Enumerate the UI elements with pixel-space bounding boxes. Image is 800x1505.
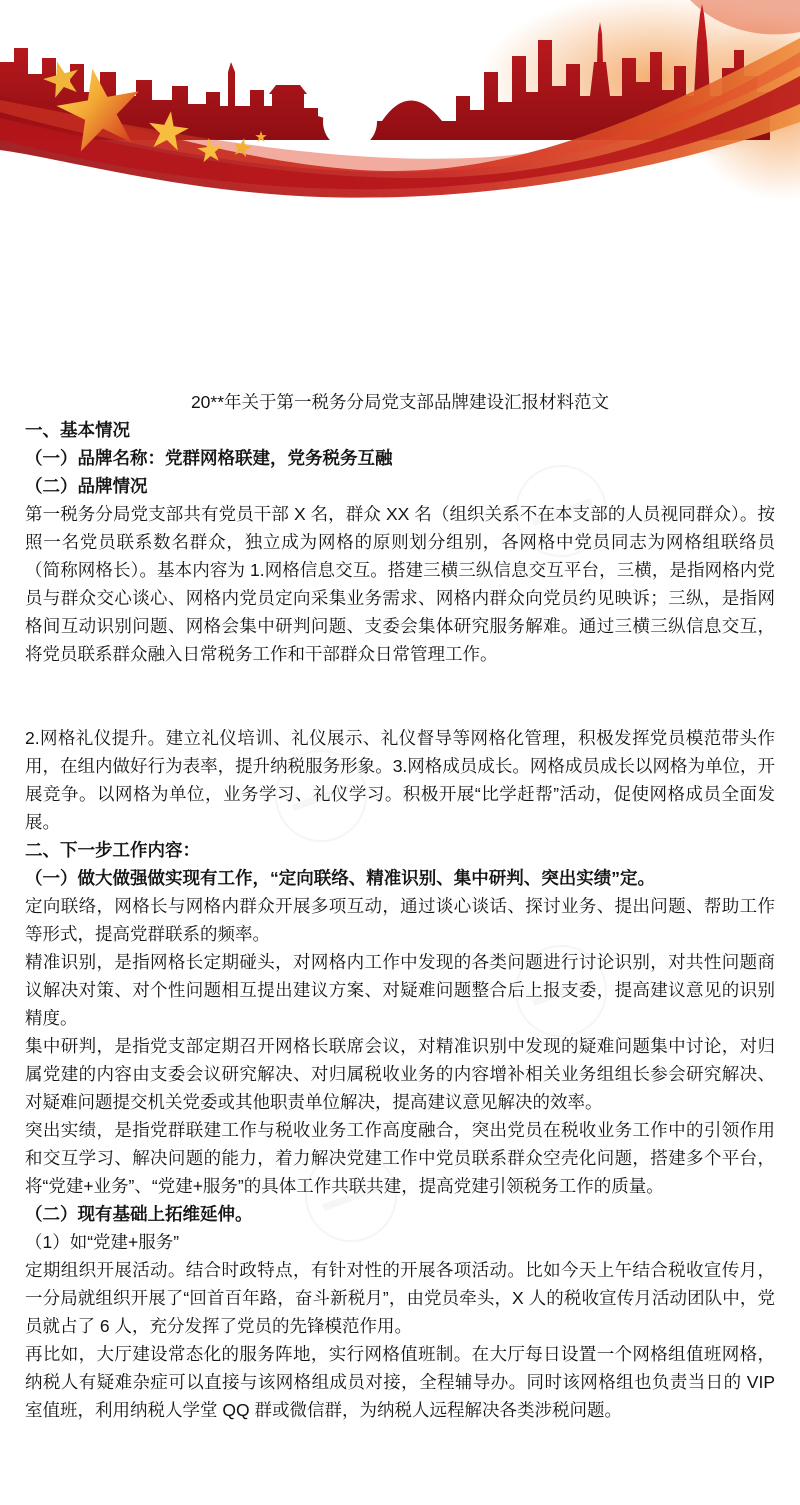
paragraphs xyxy=(25,416,775,1424)
paragraph-heading: 二、下一步工作内容： xyxy=(25,840,200,860)
paragraph-heading: （一）做大做强做实现有工作，“定向联络、精准识别、集中研判、突出实绩”定。 xyxy=(25,868,655,888)
paragraph-spacer xyxy=(25,668,775,724)
paragraph-heading: （一）品牌名称：党群网格联建，党务税务互融 xyxy=(25,448,393,468)
paragraph-body: 定向联络，网格长与网格内群众开展多项互动，通过谈心谈话、探讨业务、提出问题、帮助工作等形式，提高党群联系的频率。 xyxy=(25,896,775,944)
banner-graphic xyxy=(0,0,800,205)
paragraph-heading: 一、基本情况 xyxy=(25,420,130,440)
paragraph-body: 突出实绩，是指党群联建工作与税收业务工作高度融合，突出党员在税收业务工作中的引领作用和交互学习、解决问题的能力，着力解决党建工作中党员联系群众空壳化问题，搭建多个平台，将“党建+业务”、“党建+服务”的具体工作共联共建，提高党建引领税务工作的质量。 xyxy=(25,1120,775,1196)
paragraph-body: 第一税务分局党支部共有党员干部 X 名，群众 XX 名（组织关系不在本支部的人员视同群众）。按照一名党员联系数名群众，独立成为网格的原则划分组别，各网格中党员同志为网格组联络员（简称网格长）。基本内容为 1.网格信息交互。搭建三横三纵信息交互平台，三横，是指网格内党员与群众交心谈心、网格内党员定向采集业务需求、网格内群众向党员约见映诉；三纵，是指网格间互动识别问题、网格会集中研判问题、支委会集体研究服务解难。通过三横三纵信息交互，将党员联系群众融入日常税务工作和干部群众日常管理工作。 xyxy=(25,504,775,664)
paragraph-body: 2.网格礼仪提升。建立礼仪培训、礼仪展示、礼仪督导等网格化管理，积极发挥党员模范带头作用，在组内做好行为表率，提升纳税服务形象。3.网格成员成长。网格成员成长以网格为单位，开展竞争。以网格为单位，业务学习、礼仪学习。积极开展“比学赶帮”活动，促使网格成员全面发展。 xyxy=(25,728,775,832)
document-body xyxy=(25,388,775,1424)
skyline-dome-notch xyxy=(323,95,377,149)
paragraph-heading: （二）品牌情况 xyxy=(25,476,148,496)
paragraph-body: （1）如“党建+服务” xyxy=(25,1232,180,1252)
paragraph-body: 再比如，大厅建设常态化的服务阵地，实行网格值班制。在大厅每日设置一个网格组值班网格，纳税人有疑难杂症可以直接与该网格组成员对接，全程辅导办。同时该网格组也负责当日的 VIP 室值班，利用纳税人学堂 QQ 群或微信群，为纳税人远程解决各类涉税问题。 xyxy=(25,1344,775,1420)
paragraph-body: 精准识别，是指网格长定期碰头，对网格内工作中发现的各类问题进行讨论识别，对共性问题商议解决对策、对个性问题相互提出建议方案、对疑难问题整合后上报支委，提高建议意见的识别精度。 xyxy=(25,952,775,1028)
paragraph-body: 定期组织开展活动。结合时政特点，有针对性的开展各项活动。比如今天上午结合税收宣传月，一分局就组织开展了“回首百年路，奋斗新税月”，由党员牵头，X 人的税收宣传月活动团队中，党员就占了 6 人，充分发挥了党员的先锋模范作用。 xyxy=(25,1260,775,1336)
decorative-banner xyxy=(0,0,800,205)
paragraph-body: 集中研判，是指党支部定期召开网格长联席会议，对精准识别中发现的疑难问题集中讨论，对归属党建的内容由支委会议研究解决、对归属税收业务的内容增补相关业务组组长参会研究解决、对疑难问题提交机关党委或其他职责单位解决，提高建议意见解决的效率。 xyxy=(25,1036,775,1112)
paragraph-heading: （二）现有基础上拓维延伸。 xyxy=(25,1204,253,1224)
document-title: 20**年关于第一税务分局党支部品牌建设汇报材料范文 xyxy=(190,392,610,412)
